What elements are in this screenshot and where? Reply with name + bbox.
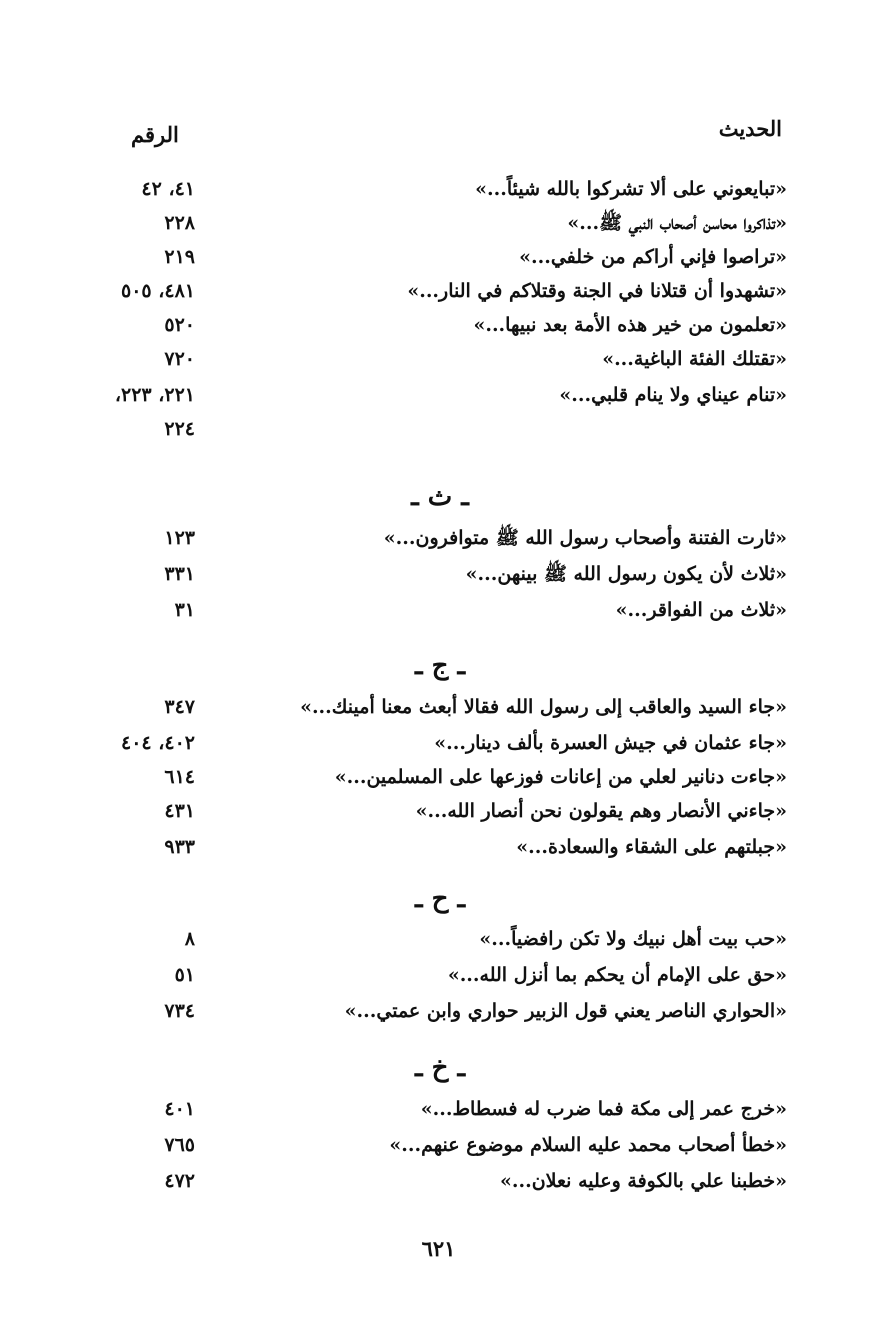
index-entry	[0, 1128, 877, 1162]
index-entry	[0, 240, 877, 274]
hadith-text: «ثلاث من الفواقر...»	[615, 599, 787, 621]
hadith-number: ٤١، ٤٢	[141, 178, 195, 200]
hadith-number: ١٢٣	[164, 527, 195, 549]
index-entry	[0, 172, 877, 206]
section-letter-heading: ـ ث ـ	[411, 482, 469, 512]
index-entry	[0, 922, 877, 956]
hadith-text: «خطأ أصحاب محمد عليه السلام موضوع عنهم...»	[389, 1134, 787, 1156]
index-entry	[0, 994, 877, 1028]
hadith-number: ٤٧٢	[164, 1170, 195, 1192]
hadith-number: ٧٢٠	[164, 348, 195, 370]
hadith-number: ٢٢٤	[164, 418, 195, 440]
hadith-text: «جاءني الأنصار وهم يقولون نحن أنصار الله...»	[415, 800, 787, 822]
hadith-number: ٦١٤	[164, 766, 195, 788]
hadith-text: «تشهدوا أن قتلانا في الجنة وقتلاكم في النار...»	[407, 280, 787, 302]
hadith-text: «تبايعوني على ألا تشركوا بالله شيئاً...»	[475, 178, 787, 200]
index-entry	[0, 1092, 877, 1126]
hadith-text: «تنام عيناي ولا ينام قلبي...»	[559, 384, 787, 406]
hadith-number: ٣١	[174, 599, 195, 621]
hadith-text: «تعلمون من خير هذه الأمة بعد نبيها...»	[473, 314, 787, 336]
index-entry	[0, 958, 877, 992]
hadith-number: ٢٢١، ٢٢٣،	[114, 384, 195, 406]
index-entry	[0, 206, 877, 240]
hadith-number: ٩٣٣	[164, 836, 195, 858]
hadith-number: ٨	[184, 928, 195, 950]
hadith-number: ٣٤٧	[164, 696, 195, 718]
hadith-number: ٥١	[174, 964, 195, 986]
hadith-number: ٧٦٥	[164, 1134, 195, 1156]
hadith-number: ٢٢٨	[164, 212, 195, 234]
index-entry	[0, 830, 877, 864]
hadith-text: «جاءت دنانير لعلي من إعانات فوزعها على المسلمين...»	[334, 766, 787, 788]
index-entry	[0, 760, 877, 794]
hadith-column-header: الحديث	[718, 116, 782, 141]
hadith-text: «حق على الإمام أن يحكم بما أنزل الله...»	[447, 964, 787, 986]
index-entry	[0, 274, 877, 308]
hadith-text: «تراصوا فإني أراكم من خلفي...»	[519, 246, 787, 268]
hadith-number: ٣٣١	[164, 563, 195, 585]
hadith-number: ٤٣١	[164, 800, 195, 822]
hadith-text: «تقتلك الفئة الباغية...»	[602, 348, 787, 370]
number-column-header: الرقم	[131, 122, 179, 147]
hadith-text: «خطبنا علي بالكوفة وعليه نعلان...»	[499, 1170, 787, 1192]
index-entry	[0, 521, 877, 555]
hadith-number: ٢١٩	[164, 246, 195, 268]
index-entry	[0, 412, 877, 446]
hadith-text: «ثارت الفتنة وأصحاب رسول الله ﷺ متوافرون...»	[383, 527, 787, 549]
section-letter-heading: ـ خ ـ	[414, 1053, 466, 1083]
section-letter-heading: ـ ح ـ	[414, 884, 466, 914]
index-entry	[0, 593, 877, 627]
hadith-text: «جاء السيد والعاقب إلى رسول الله فقالا أبعث معنا أمينك...»	[300, 696, 787, 718]
hadith-text: «حب بيت أهل نبيك ولا تكن رافضياً...»	[479, 928, 787, 950]
hadith-number: ٤٠٢، ٤٠٤	[121, 732, 195, 754]
hadith-number: ٤٠١	[164, 1098, 195, 1120]
index-entry	[0, 726, 877, 760]
hadith-text: «ثلاث لأن يكون رسول الله ﷺ بينهن...»	[465, 563, 787, 585]
index-entry	[0, 308, 877, 342]
hadith-text: «جاء عثمان في جيش العسرة بألف دينار...»	[434, 732, 787, 754]
section-letter-heading: ـ ج ـ	[414, 651, 466, 681]
hadith-text: «الحواري الناصر يعني قول الزبير حواري وابن عمتي...»	[344, 1000, 787, 1022]
hadith-number: ٥٢٠	[164, 314, 195, 336]
index-entry	[0, 342, 877, 376]
hadith-text: «جبلتهم على الشقاء والسعادة...»	[516, 836, 787, 858]
index-entry	[0, 794, 877, 828]
hadith-text: «تذاكروا محاسن أصحاب النبي ﷺ...»	[567, 212, 787, 234]
hadith-number: ٧٣٤	[164, 1000, 195, 1022]
index-entry	[0, 378, 877, 412]
index-entry	[0, 690, 877, 724]
hadith-text: «خرج عمر إلى مكة فما ضرب له فسطاط...»	[420, 1098, 787, 1120]
hadith-number: ٤٨١، ٥٠٥	[121, 280, 195, 302]
index-entry	[0, 1164, 877, 1198]
page-number: ٦٢١	[421, 1236, 456, 1261]
index-entry	[0, 557, 877, 591]
